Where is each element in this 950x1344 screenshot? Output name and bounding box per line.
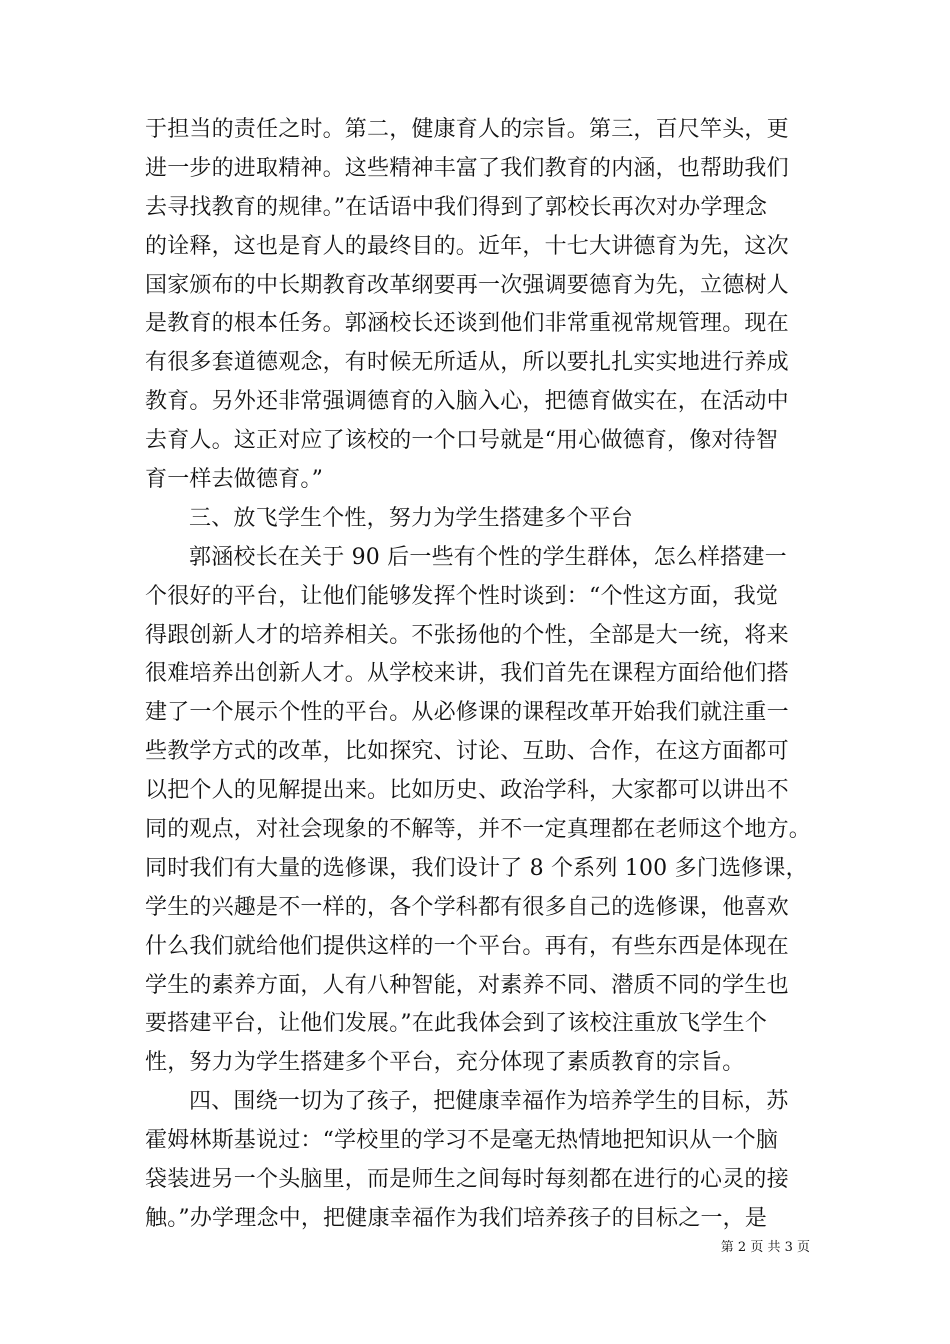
- text-line: 去寻找教育的规律。”在话语中我们得到了郭校长再次对办学理念: [145, 194, 768, 220]
- text-line: 的诠释，这也是育人的最终目的。近年，十七大讲德育为先，这次: [145, 233, 789, 259]
- text-line: 霍姆林斯基说过：“学校里的学习不是毫无热情地把知识从一个脑: [145, 1128, 779, 1154]
- text-line: 国家颁布的中长期教育改革纲要再一次强调要德育为先，立德树人: [145, 272, 789, 298]
- text-line: 有很多套道德观念，有时候无所适从，所以要扎扎实实地进行养成: [145, 350, 789, 376]
- text-line: 去育人。这正对应了该校的一个口号就是“用心做德育，像对待智: [145, 428, 779, 454]
- text-line: 什么我们就给他们提供这样的一个平台。再有，有些东西是体现在: [145, 933, 789, 959]
- text-line: 学生的素养方面，人有八种智能，对素养不同、潜质不同的学生也: [145, 972, 789, 998]
- text-line: 进一步的进取精神。这些精神丰富了我们教育的内涵，也帮助我们: [145, 155, 789, 181]
- text-line: 以把个人的见解提出来。比如历史、政治学科，大家都可以讲出不: [145, 778, 789, 804]
- text-line: 学生的兴趣是不一样的，各个学科都有很多自己的选修课，他喜欢: [145, 894, 789, 920]
- text-line: 些教学方式的改革，比如探究、讨论、互助、合作，在这方面都可: [145, 739, 789, 765]
- text-line: 育一样去做德育。”: [145, 467, 324, 493]
- text-line: 很难培养出创新人才。从学校来讲，我们首先在课程方面给他们搭: [145, 661, 789, 687]
- text-line: 四、围绕一切为了孩子，把健康幸福作为培养学生的目标，苏: [189, 1089, 789, 1115]
- body-text: [145, 111, 815, 1239]
- text-line: 要搭建平台，让他们发展。”在此我体会到了该校注重放飞学生个: [145, 1011, 768, 1037]
- text-line: 得跟创新人才的培养相关。不张扬他的个性，全部是大一统，将来: [145, 622, 789, 648]
- text-line: 同的观点，对社会现象的不解等，并不一定真理都在老师这个地方。: [145, 817, 812, 843]
- text-line: 袋装进另一个头脑里，而是师生之间每时每刻都在进行的心灵的接: [145, 1167, 789, 1193]
- text-line: 教育。另外还非常强调德育的入脑入心，把德育做实在，在活动中: [145, 389, 789, 415]
- text-line: 触。”办学理念中，把健康幸福作为我们培养孩子的目标之一，是: [145, 1205, 768, 1231]
- text-line: 建了一个展示个性的平台。从必修课的课程改革开始我们就注重一: [145, 700, 789, 726]
- text-line: 同时我们有大量的选修课，我们设计了 8 个系列 100 多门选修课，: [145, 855, 808, 881]
- text-line: 郭涵校长在关于 90 后一些有个性的学生群体，怎么样搭建一: [189, 544, 787, 570]
- text-line: 是教育的根本任务。郭涵校长还谈到他们非常重视常规管理。现在: [145, 311, 789, 337]
- text-line: 性，努力为学生搭建多个平台，充分体现了素质教育的宗旨。: [145, 1050, 745, 1076]
- page-footer: 第 2 页 共 3 页: [720, 1240, 810, 1255]
- text-line: 于担当的责任之时。第二，健康育人的宗旨。第三，百尺竿头，更: [145, 117, 789, 142]
- text-line: 三、放飞学生个性，努力为学生搭建多个平台: [189, 505, 634, 531]
- text-line: 个很好的平台，让他们能够发挥个性时谈到：“个性这方面，我觉: [145, 583, 779, 609]
